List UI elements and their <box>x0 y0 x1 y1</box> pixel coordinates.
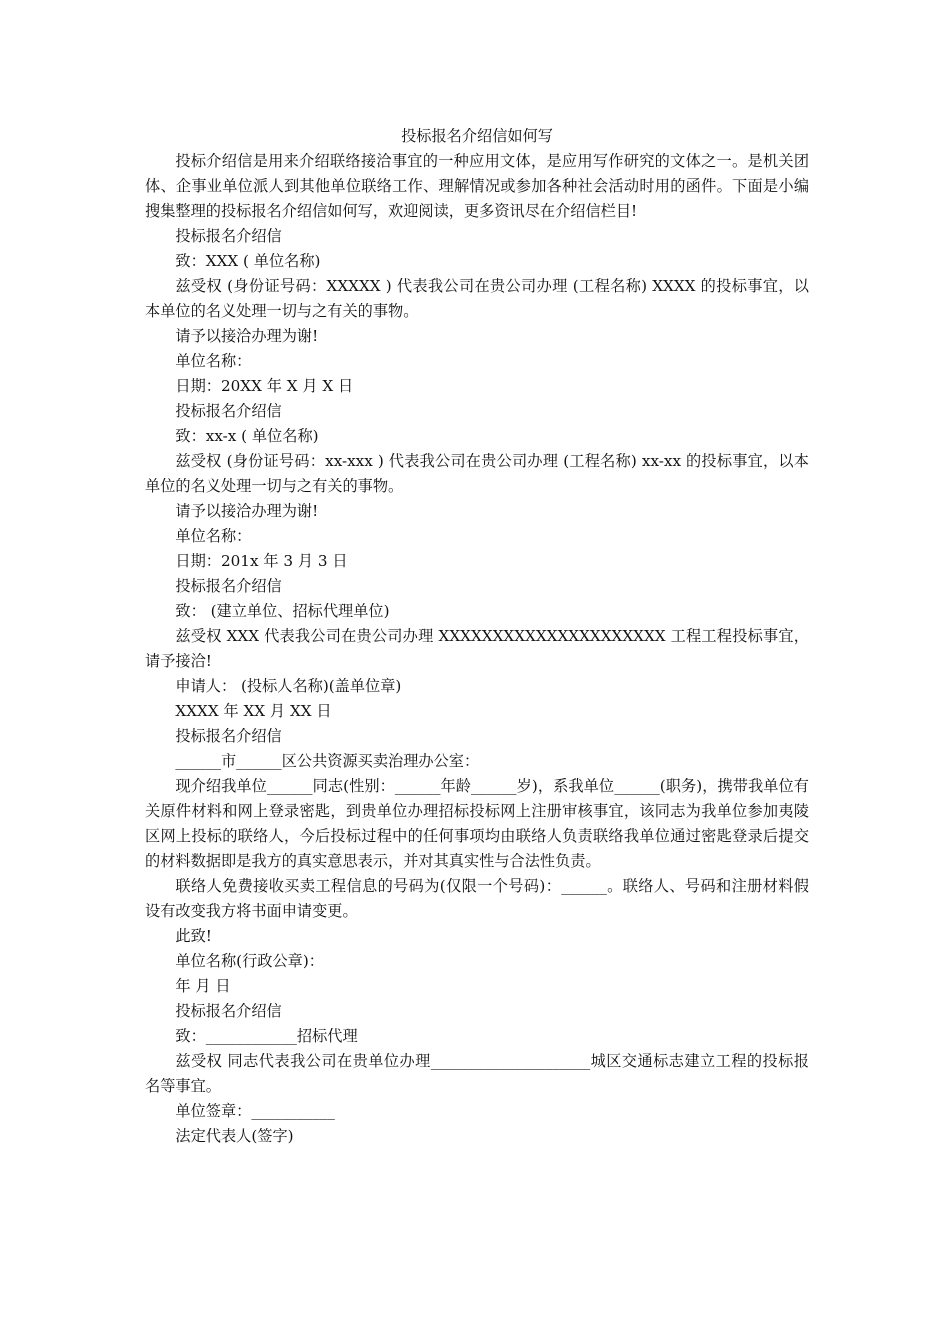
intro-paragraph: 投标介绍信是用来介绍联络接洽事宜的一种应用文体，是应用写作研究的文体之一。是机关团体、企事业单位派人到其他单位联络工作、理解情况或参加各种社会活动时用的函件。下面是小编搜集整理的投标报名介绍信如何写，欢迎阅读，更多资讯尽在介绍信栏目! <box>145 152 809 220</box>
letter-1-unit-name: 单位名称： <box>175 352 252 370</box>
letter-4-body: 现介绍我单位______同志(性别：______年龄______岁)，系我单位______(职务)，携带我单位有关原件材料和网上登录密匙，到贵单位办理招标投标网上注册审核事宜，该同志为我单位参加夷陵区网上投标的联络人，今后投标过程中的任何事项均由联络人负责联络我单位通过密匙登录后提交的材料数据即是我方的真实意思表示，并对其真实性与合法性负责。 <box>145 777 809 870</box>
letter-2-date: 日期：201x 年 3 月 3 日 <box>175 552 348 570</box>
letter-5-recipient: 致：____________招标代理 <box>175 1027 358 1045</box>
letter-5-body: 兹受权 同志代表我公司在贵单位办理_____________________城区交通标志建立工程的投标报名等事宜。 <box>145 1052 809 1095</box>
letter-2-heading: 投标报名介绍信 <box>175 402 282 420</box>
letter-3-applicant: 申请人： (投标人名称)(盖单位章) <box>175 677 402 695</box>
letter-4-date: 年 月 日 <box>175 977 231 995</box>
letter-2-unit-name: 单位名称： <box>175 527 252 545</box>
letter-3-recipient: 致： (建立单位、招标代理单位) <box>175 602 390 620</box>
letter-3-heading: 投标报名介绍信 <box>175 577 282 595</box>
letter-1-date: 日期：20XX 年 X 月 X 日 <box>175 377 354 395</box>
letter-4-heading: 投标报名介绍信 <box>175 727 282 745</box>
letter-5-heading: 投标报名介绍信 <box>175 1002 282 1020</box>
document-title: 投标报名介绍信如何写 <box>401 127 553 145</box>
letter-2-closing: 请予以接洽办理为谢! <box>175 502 319 520</box>
letter-2-recipient: 致：xx-x ( 单位名称) <box>175 427 319 445</box>
letter-1-heading: 投标报名介绍信 <box>175 227 282 245</box>
letter-5-unit-seal: 单位签章：___________ <box>175 1102 335 1120</box>
letter-4-closing: 此致! <box>175 927 212 945</box>
letter-5-legal-representative: 法定代表人(签字) <box>175 1127 294 1145</box>
letter-1-closing: 请予以接洽办理为谢! <box>175 327 319 345</box>
letter-1-recipient: 致：XXX ( 单位名称) <box>175 252 321 270</box>
letter-3-body: 兹受权 XXX 代表我公司在贵公司办理 XXXXXXXXXXXXXXXXXXXXX 工程工程投标事宜，请予接洽! <box>145 627 809 670</box>
letter-1-body: 兹受权 (身份证号码：XXXXX ) 代表我公司在贵公司办理 (工程名称) XXXX 的投标事宜，以本单位的名义处理一切与之有关的事物。 <box>145 277 809 320</box>
letter-4-recipient: ______市______区公共资源买卖治理办公室： <box>175 752 480 770</box>
letter-2-body: 兹受权 (身份证号码：xx-xxx ) 代表我公司在贵公司办理 (工程名称) xx-xx 的投标事宜，以本单位的名义处理一切与之有关的事物。 <box>145 452 809 495</box>
letter-4-contact-number: 联络人免费接收买卖工程信息的号码为(仅限一个号码)：______。联络人、号码和注册材料假设有改变我方将书面申请变更。 <box>145 877 809 920</box>
letter-3-date: XXXX 年 XX 月 XX 日 <box>175 702 332 720</box>
document-page <box>145 124 809 1149</box>
letter-4-unit-name: 单位名称(行政公章)： <box>175 952 324 970</box>
